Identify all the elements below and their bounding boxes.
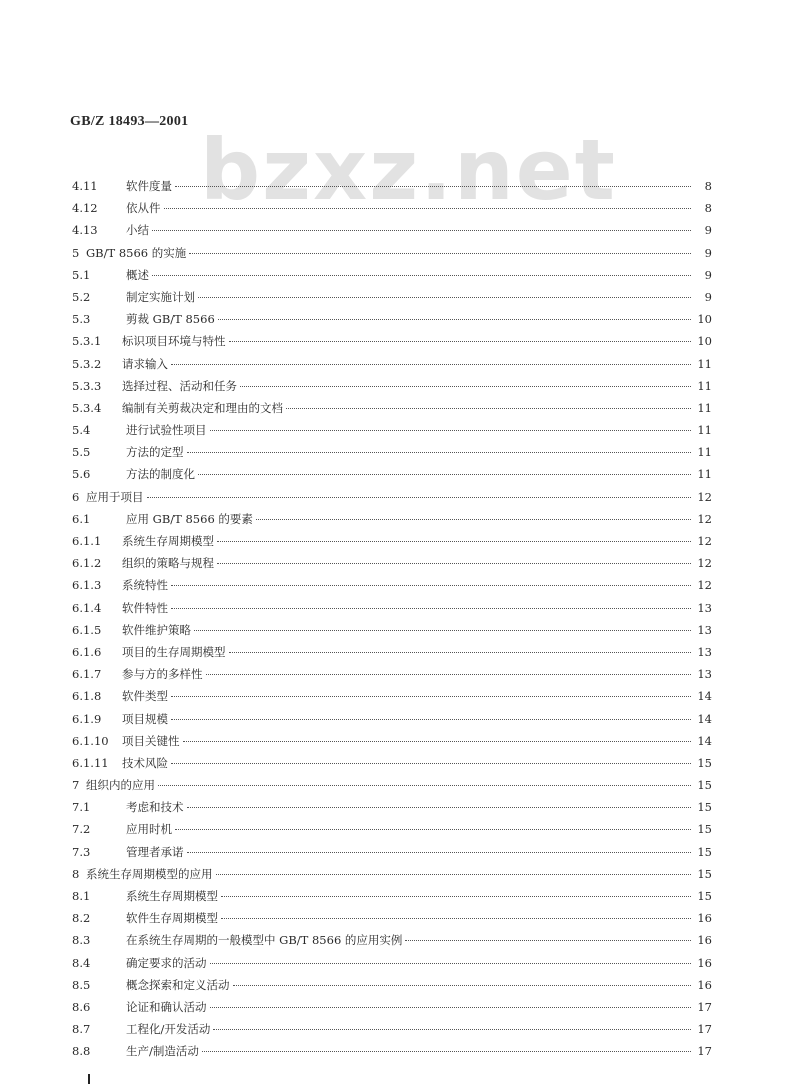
toc-entry — [72, 711, 712, 733]
toc-entry-title: 系统生存周期模型 — [126, 889, 218, 903]
toc-dot-leader — [256, 519, 691, 520]
toc-entry — [72, 178, 712, 200]
toc-dot-leader — [218, 319, 691, 320]
toc-dot-leader — [198, 474, 691, 475]
toc-dot-leader — [198, 297, 691, 298]
toc-entry-number: 6.1.3 — [72, 578, 102, 593]
toc-entry — [72, 245, 712, 267]
toc-entry — [72, 422, 712, 444]
toc-entry-number: 5.1 — [72, 267, 91, 282]
toc-dot-leader — [171, 585, 691, 586]
toc-entry-title: 软件生存周期模型 — [126, 911, 218, 926]
toc-dot-leader — [171, 763, 691, 764]
toc-entry-page: 15 — [697, 755, 712, 770]
toc-dot-leader — [183, 741, 692, 742]
toc-entry-title: GB/T 8566 的实施 — [86, 245, 187, 260]
toc-entry-page: 12 — [697, 534, 712, 548]
toc-entry-page: 10 — [697, 334, 712, 349]
toc-entry-page: 11 — [697, 423, 712, 438]
toc-entry-title: 软件特性 — [122, 600, 168, 615]
toc-entry-page: 15 — [697, 800, 712, 815]
toc-entry-page: 12 — [697, 489, 712, 504]
toc-entry-number: 8.1 — [72, 889, 91, 903]
toc-entry-number: 7.2 — [72, 822, 91, 837]
toc-dot-leader — [240, 386, 691, 387]
toc-entry-title: 组织内的应用 — [86, 778, 155, 793]
toc-entry-number: 8.4 — [72, 955, 91, 970]
toc-dot-leader — [175, 829, 691, 830]
toc-entry-page: 15 — [697, 778, 712, 793]
toc-entry-page: 15 — [697, 822, 712, 837]
toc-entry-title: 应用 GB/T 8566 的要素 — [126, 511, 253, 526]
toc-entry-title: 小结 — [126, 223, 149, 238]
toc-entry — [72, 378, 712, 400]
toc-entry — [72, 644, 712, 666]
toc-entry-number: 8.5 — [72, 977, 91, 992]
toc-entry-number: 6.1.8 — [72, 689, 102, 704]
toc-entry — [72, 1043, 712, 1065]
toc-dot-leader — [213, 1029, 691, 1030]
toc-dot-leader — [187, 807, 692, 808]
toc-entry-page: 11 — [697, 400, 712, 415]
toc-entry-number: 8.6 — [72, 999, 91, 1014]
toc-entry-title: 论证和确认活动 — [126, 999, 207, 1014]
toc-entry-number: 7.1 — [72, 800, 91, 815]
toc-entry-title: 项目关键性 — [122, 733, 180, 748]
toc-entry-title: 生产/制造活动 — [126, 1044, 199, 1059]
toc-entry-page: 10 — [697, 312, 712, 327]
toc-dot-leader — [405, 940, 691, 941]
toc-entry-title: 概述 — [126, 267, 149, 282]
toc-entry — [72, 821, 712, 843]
toc-entry-number: 8.3 — [72, 933, 91, 948]
toc-entry-page: 11 — [697, 445, 712, 460]
toc-entry-page: 8 — [704, 179, 712, 193]
toc-entry — [72, 222, 712, 244]
toc-entry-number: 6.1.10 — [72, 733, 109, 748]
toc-entry-title: 剪裁 GB/T 8566 — [126, 312, 215, 327]
toc-entry-page: 16 — [697, 911, 712, 926]
toc-entry — [72, 866, 712, 888]
toc-entry-title: 考虑和技术 — [126, 800, 184, 815]
toc-entry-title: 方法的制度化 — [126, 467, 195, 482]
toc-entry-number: 8.7 — [72, 1022, 91, 1037]
toc-entry-number: 8.2 — [72, 911, 91, 926]
toc-entry-title: 系统特性 — [122, 578, 168, 593]
toc-entry — [72, 533, 712, 555]
toc-entry-title: 概念探索和定义活动 — [126, 977, 230, 992]
toc-entry — [72, 844, 712, 866]
toc-entry-title: 技术风险 — [122, 755, 168, 770]
toc-entry — [72, 511, 712, 533]
toc-dot-leader — [152, 230, 691, 231]
toc-entry-number: 5.3.1 — [72, 334, 102, 349]
toc-entry-title: 参与方的多样性 — [122, 667, 203, 682]
toc-entry — [72, 1021, 712, 1043]
toc-dot-leader — [187, 852, 692, 853]
toc-entry-number: 8.8 — [72, 1044, 91, 1059]
toc-entry-page: 13 — [697, 622, 712, 637]
toc-entry-title: 组织的策略与规程 — [122, 556, 214, 571]
toc-entry-page: 11 — [697, 356, 712, 371]
toc-entry — [72, 267, 712, 289]
toc-entry — [72, 444, 712, 466]
toc-entry-title: 项目的生存周期模型 — [122, 644, 226, 659]
toc-entry — [72, 622, 712, 644]
toc-entry-number: 7 — [72, 778, 80, 793]
toc-entry — [72, 600, 712, 622]
toc-entry-number: 7.3 — [72, 844, 91, 859]
toc-entry-title: 编制有关剪裁决定和理由的文档 — [122, 400, 283, 415]
toc-entry-page: 13 — [697, 600, 712, 615]
toc-entry-title: 进行试验性项目 — [126, 423, 207, 438]
toc-entry-title: 选择过程、活动和任务 — [122, 378, 237, 393]
toc-entry — [72, 932, 712, 954]
toc-entry — [72, 955, 712, 977]
toc-entry — [72, 666, 712, 688]
toc-entry-title: 应用时机 — [126, 822, 172, 837]
toc-entry-title: 制定实施计划 — [126, 289, 195, 304]
toc-entry-title: 系统生存周期模型 — [122, 534, 214, 548]
toc-entry-number: 6.1.11 — [72, 755, 109, 770]
toc-entry-page: 11 — [697, 378, 712, 393]
toc-dot-leader — [147, 497, 692, 498]
toc-dot-leader — [171, 608, 691, 609]
toc-entry — [72, 799, 712, 821]
toc-entry-title: 系统生存周期模型的应用 — [86, 866, 213, 881]
toc-entry-number: 6.1.7 — [72, 667, 102, 682]
toc-dot-leader — [206, 674, 692, 675]
margin-mark — [88, 1074, 90, 1084]
toc-dot-leader — [229, 652, 692, 653]
toc-entry — [72, 888, 712, 910]
toc-entry-number: 6.1 — [72, 511, 91, 526]
table-of-contents — [72, 178, 712, 1066]
watermark: bzxz.net — [200, 121, 617, 219]
toc-entry-page: 15 — [697, 844, 712, 859]
toc-entry-page: 15 — [697, 866, 712, 881]
toc-entry-title: 应用于项目 — [86, 489, 144, 504]
toc-entry-title: 工程化/开发活动 — [126, 1022, 211, 1037]
toc-dot-leader — [229, 341, 692, 342]
toc-dot-leader — [194, 630, 691, 631]
toc-entry-page: 14 — [697, 733, 712, 748]
toc-dot-leader — [210, 963, 692, 964]
toc-entry — [72, 466, 712, 488]
toc-entry-title: 项目规模 — [122, 711, 168, 726]
toc-entry-page: 17 — [697, 1044, 712, 1059]
toc-dot-leader — [210, 430, 692, 431]
toc-entry-number: 5.3.2 — [72, 356, 102, 371]
toc-dot-leader — [217, 541, 691, 542]
toc-entry-page: 13 — [697, 667, 712, 682]
toc-dot-leader — [187, 452, 692, 453]
toc-entry-title: 管理者承诺 — [126, 844, 184, 859]
toc-entry-number: 5.5 — [72, 445, 91, 460]
toc-entry-number: 6.1.5 — [72, 622, 102, 637]
toc-dot-leader — [202, 1051, 691, 1052]
toc-entry-number: 5.2 — [72, 289, 91, 304]
toc-entry-title: 确定要求的活动 — [126, 955, 207, 970]
toc-entry-title: 方法的定型 — [126, 445, 184, 460]
toc-entry-page: 9 — [704, 223, 712, 238]
toc-entry-page: 9 — [704, 267, 712, 282]
toc-dot-leader — [217, 563, 691, 564]
toc-entry-page: 12 — [697, 556, 712, 571]
toc-entry-page: 12 — [697, 511, 712, 526]
toc-dot-leader — [171, 364, 691, 365]
toc-dot-leader — [158, 785, 691, 786]
toc-entry-page: 17 — [697, 1022, 712, 1037]
toc-dot-leader — [189, 253, 691, 254]
toc-entry — [72, 688, 712, 710]
toc-entry-number: 5.6 — [72, 467, 91, 482]
toc-entry-page: 11 — [697, 467, 712, 482]
toc-entry-number: 4.13 — [72, 223, 98, 238]
toc-entry-number: 6.1.6 — [72, 644, 102, 659]
toc-entry — [72, 755, 712, 777]
toc-entry-number: 6.1.9 — [72, 711, 102, 726]
toc-entry-title: 软件类型 — [122, 689, 168, 704]
document-code-header: GB/Z 18493—2001 — [70, 114, 189, 129]
toc-entry — [72, 333, 712, 355]
toc-entry-title: 软件维护策略 — [122, 622, 191, 637]
toc-entry-page: 16 — [697, 955, 712, 970]
toc-entry-number: 4.11 — [72, 179, 98, 193]
toc-entry — [72, 356, 712, 378]
toc-entry — [72, 555, 712, 577]
toc-entry-page: 9 — [704, 289, 712, 304]
toc-dot-leader — [164, 208, 692, 209]
toc-entry — [72, 289, 712, 311]
toc-entry-title: 软件度量 — [126, 179, 172, 193]
toc-entry-page: 14 — [697, 689, 712, 704]
toc-dot-leader — [221, 918, 691, 919]
toc-dot-leader — [210, 1007, 692, 1008]
toc-dot-leader — [233, 985, 692, 986]
toc-entry — [72, 777, 712, 799]
toc-entry-page: 17 — [697, 999, 712, 1014]
toc-entry-page: 8 — [704, 201, 712, 216]
toc-entry — [72, 577, 712, 599]
toc-dot-leader — [216, 874, 692, 875]
toc-entry-number: 6 — [72, 489, 80, 504]
toc-entry-number: 5 — [72, 245, 80, 260]
toc-entry-title: 标识项目环境与特性 — [122, 334, 226, 349]
toc-dot-leader — [171, 719, 691, 720]
toc-entry-page: 12 — [697, 578, 712, 593]
toc-entry-number: 5.3.3 — [72, 378, 102, 393]
toc-entry — [72, 400, 712, 422]
toc-entry-number: 8 — [72, 866, 80, 881]
toc-entry-title: 依从件 — [126, 201, 161, 216]
toc-dot-leader — [286, 408, 691, 409]
toc-entry — [72, 489, 712, 511]
toc-entry — [72, 977, 712, 999]
toc-entry — [72, 200, 712, 222]
toc-entry-number: 6.1.1 — [72, 534, 102, 548]
toc-entry-number: 5.3 — [72, 312, 91, 327]
toc-entry-title: 在系统生存周期的一般模型中 GB/T 8566 的应用实例 — [126, 933, 403, 948]
toc-entry-number: 5.4 — [72, 423, 91, 438]
toc-entry — [72, 999, 712, 1021]
toc-dot-leader — [152, 275, 691, 276]
toc-dot-leader — [171, 696, 691, 697]
toc-dot-leader — [221, 896, 691, 897]
toc-entry-number: 5.3.4 — [72, 400, 102, 415]
toc-entry-number: 4.12 — [72, 201, 98, 216]
toc-entry-page: 16 — [697, 977, 712, 992]
toc-entry-page: 14 — [697, 711, 712, 726]
toc-entry — [72, 733, 712, 755]
toc-entry-page: 9 — [704, 245, 712, 260]
toc-entry-page: 15 — [697, 889, 712, 903]
toc-entry-page: 13 — [697, 644, 712, 659]
toc-dot-leader — [175, 186, 691, 187]
toc-entry — [72, 311, 712, 333]
toc-entry-number: 6.1.4 — [72, 600, 102, 615]
toc-entry-page: 16 — [697, 933, 712, 948]
toc-entry — [72, 910, 712, 932]
toc-entry-number: 6.1.2 — [72, 556, 102, 571]
toc-entry-title: 请求输入 — [122, 356, 168, 371]
